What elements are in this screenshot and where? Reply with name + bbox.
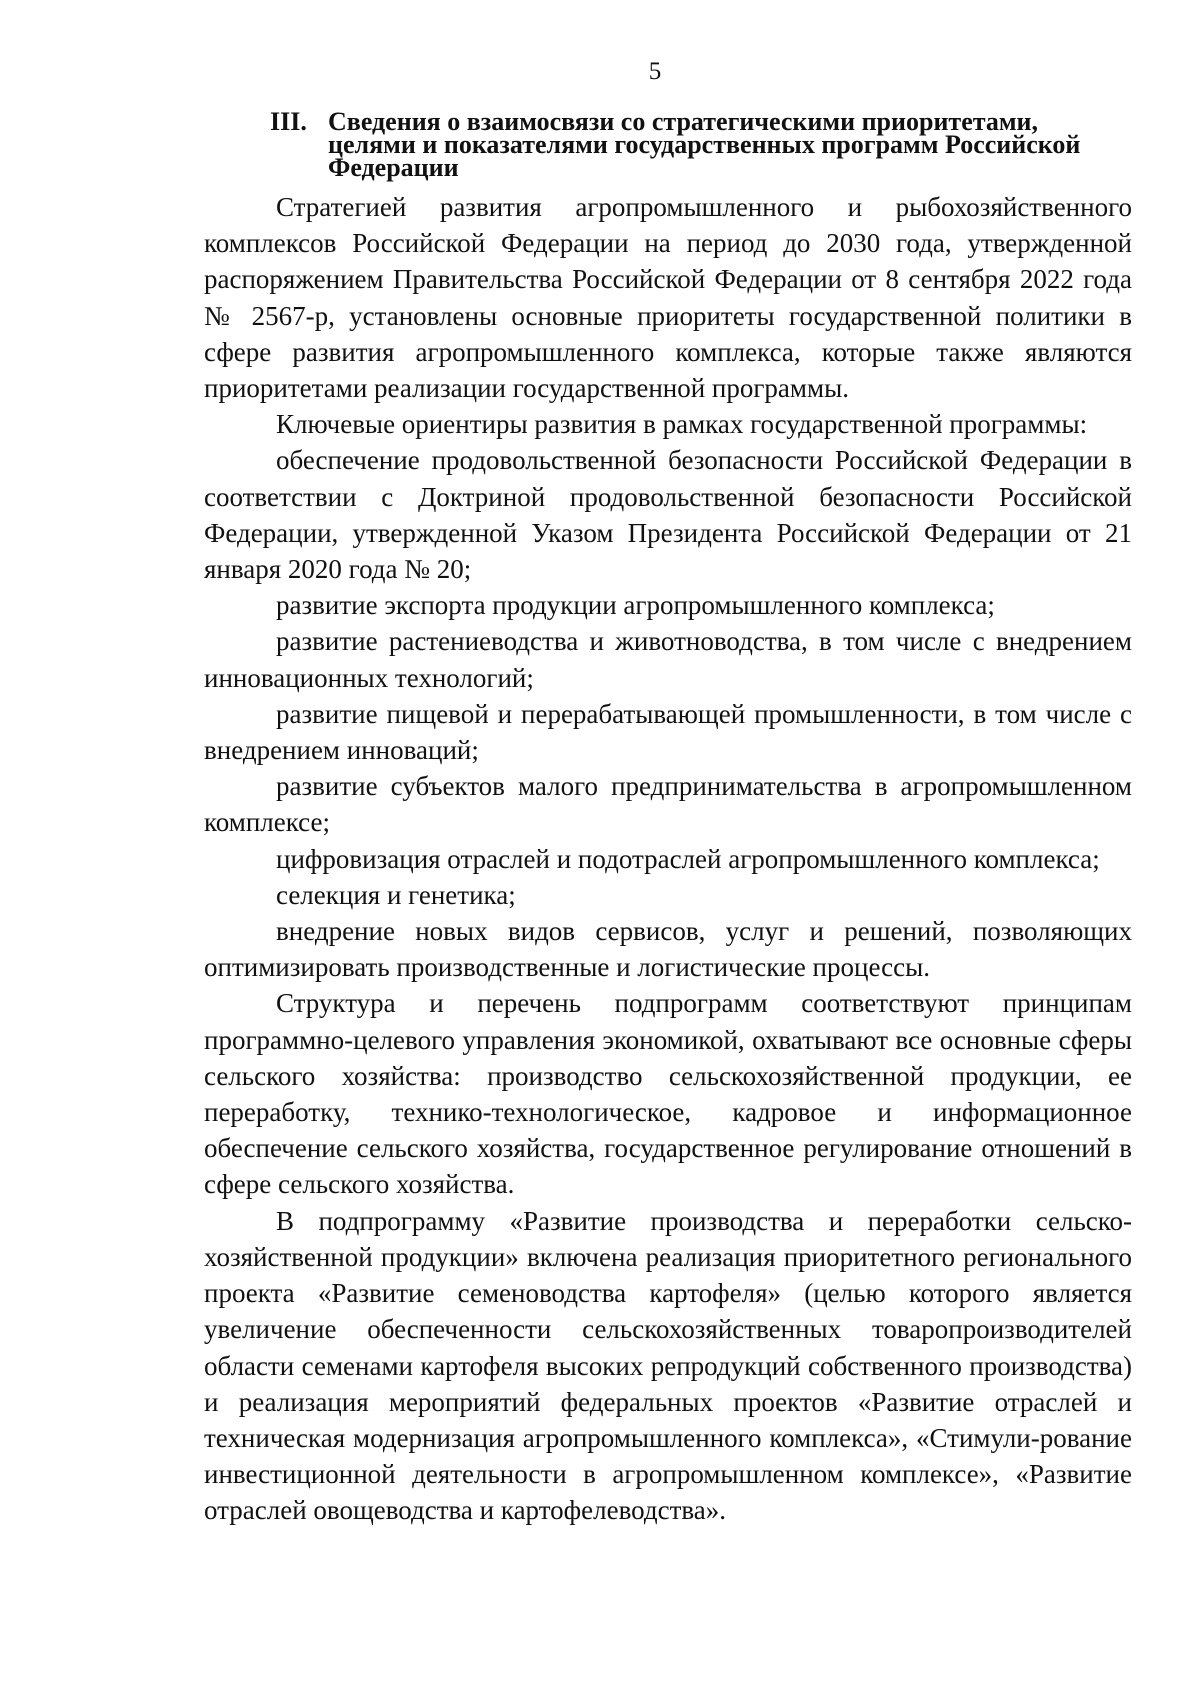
section-number: III. bbox=[270, 107, 307, 136]
page-number: 5 bbox=[648, 58, 662, 85]
list-item: развитие растениеводства и животноводства, в том числе с внедрением инновационных технологий; bbox=[204, 626, 1132, 693]
list-item: цифровизация отраслей и подотраслей агропромышленного комплекса; bbox=[276, 843, 1100, 874]
list-item: обеспечение продовольственной безопасности Российской Федерации в соответствии с Доктриной продовольственной безопасности Российской Федерации, утвержденной Указом Президента Российской Федерации от 21 января 2020 года № 20; bbox=[204, 445, 1132, 585]
paragraph: Ключевые ориентиры развития в рамках государственной программы: bbox=[276, 409, 1088, 440]
paragraph: Стратегией развития агропромышленного и рыбохозяйственного комплексов Российской Федерации на период до 2030 года, утвержденной распоряжением Правительства Российской Федерации от 8 сентября 2022 года № 2567-р, установлены основные приоритеты государственной политики в сфере развития агропромышленного комплекса, которые также являются приоритетами реализации государственной программы. bbox=[204, 192, 1132, 404]
list-item: развитие пищевой и перерабатывающей промышленности, в том числе с внедрением инноваций; bbox=[204, 698, 1132, 766]
list-item: селекция и генетика; bbox=[276, 879, 516, 910]
paragraph: В подпрограмму «Развитие производства и переработки сельско-хозяйственной продукции» включена реализация приоритетного регионального проекта «Развитие семеноводства картофеля» (целью которого является увеличение обеспеченности сельскохозяйственных товаропроизводителей области семенами картофеля высоких репродукций собственного производства) и реализация мероприятий федеральных проектов «Развитие отраслей и техническая модернизация агропромышленного комплекса», «Стимули-рование инвестиционной деятельности в агропромышленном комплексе», «Развитие отраслей овощеводства и картофелеводства». bbox=[204, 1205, 1132, 1526]
section-title: Сведения о взаимосвязи со стратегическими приоритетами, целями и показателями государственных программ Российской Федерации bbox=[328, 107, 1081, 182]
list-item: внедрение новых видов сервисов, услуг и решений, позволяющих оптимизировать производственные и логистические процессы. bbox=[204, 916, 1132, 983]
list-item: развитие субъектов малого предпринимательства в агропромышленном комплексе; bbox=[204, 771, 1132, 838]
section-heading bbox=[270, 107, 1130, 182]
paragraph: Структура и перечень подпрограмм соответствуют принципам программно-целевого управления экономикой, охватывают все основные сферы сельского хозяйства: производство сельскохозяйственной продукции, ее переработку, технико-технологическое, кадровое и информационное обеспечение сельского хозяйства, государственное регулирование отношений в сфере сельского хозяйства. bbox=[204, 988, 1132, 1200]
list-item: развитие экспорта продукции агропромышленного комплекса; bbox=[276, 590, 995, 621]
body-text bbox=[204, 189, 1132, 1529]
